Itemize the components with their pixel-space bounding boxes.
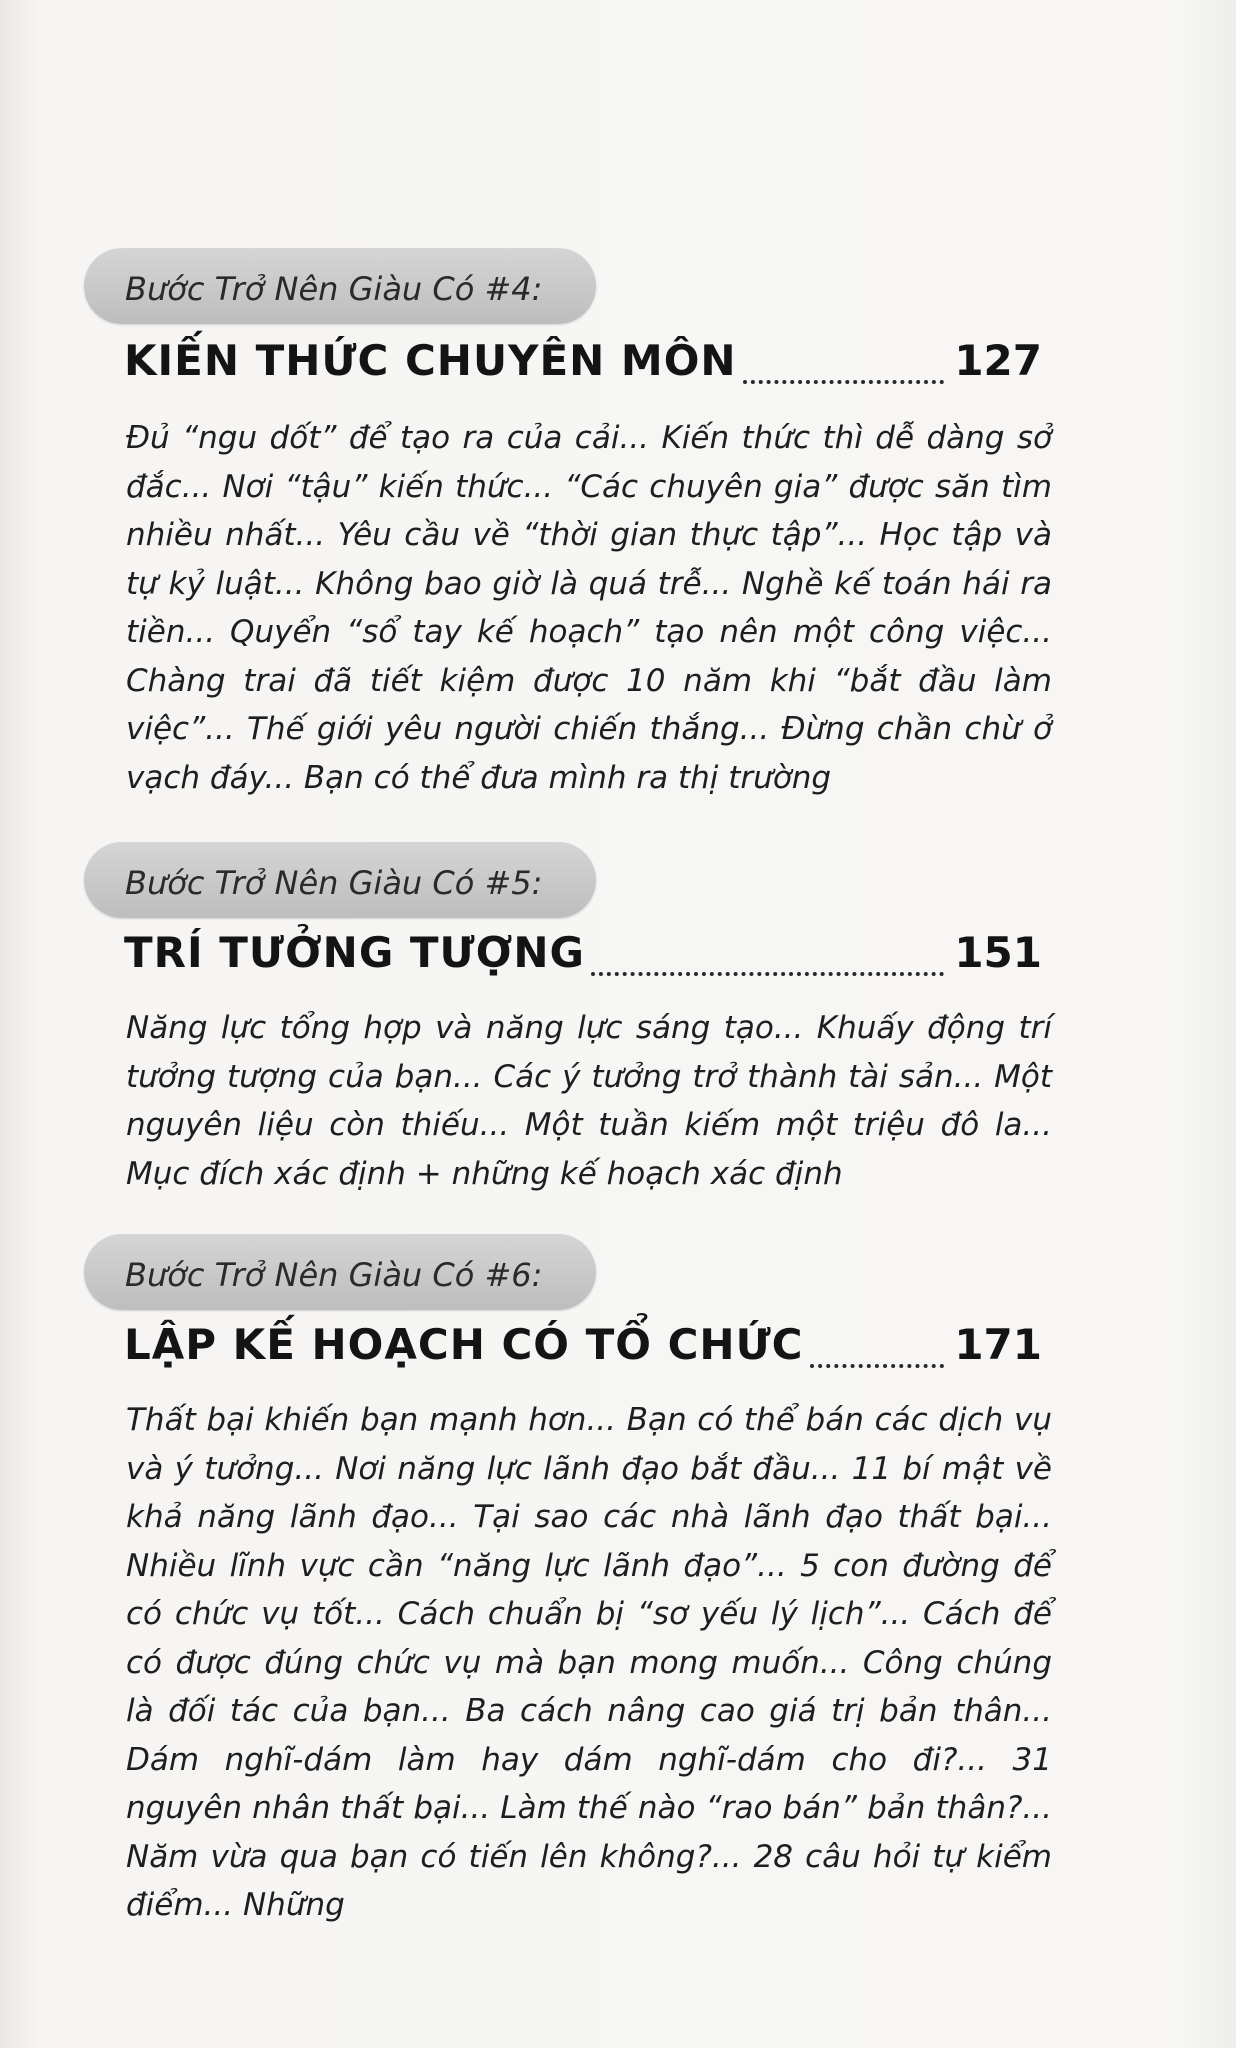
chapter-heading-line[interactable] <box>124 1320 1042 1380</box>
chapter-heading-line[interactable] <box>124 928 1042 988</box>
chapter-summary: Năng lực tổng hợp và năng lực sáng tạo... Khuấy động trí tưởng tượng của bạn... Các ý tưởng trở thành tài sản... Một nguyên liệu còn thiếu... Một tuần kiếm một triệu đô la... Mục đích xác định + những kế hoạch xác định <box>126 1010 1052 1192</box>
step-label: Bước Trở Nên Giàu Có #4: <box>125 270 543 308</box>
step-label: Bước Trở Nên Giàu Có #6: <box>125 1256 543 1294</box>
chapter-summary: Thất bại khiến bạn mạnh hơn... Bạn có thể bán các dịch vụ và ý tưởng... Nơi năng lực lãnh đạo bắt đầu... 11 bí mật về khả năng lãnh đạo... Tại sao các nhà lãnh đạo thất bại... Nhiều lĩnh vực cần “năng lực lãnh đạo”... 5 con đường để có chức vụ tốt... Cách chuẩn bị “sơ yếu lý lịch”... Cách để có được đúng chức vụ mà bạn mong muốn... Công chúng là đối tác của bạn... Ba cách nâng cao giá trị bản thân... Dám nghĩ-dám làm hay dám nghĩ-dám cho đi?... 31 nguyên nhân thất bại... Làm thế nào “rao bán” bản thân?... Năm vừa qua bạn có tiến lên không?... 28 câu hỏi tự kiểm điểm... Những <box>126 1402 1052 1923</box>
page-number: 127 <box>954 336 1042 385</box>
step-label: Bước Trở Nên Giàu Có #5: <box>125 864 543 902</box>
page-number: 151 <box>954 928 1042 977</box>
chapter-title: TRÍ TƯỞNG TƯỢNG <box>124 928 585 977</box>
chapter-heading-line[interactable] <box>124 336 1042 396</box>
dot-leader <box>591 971 944 976</box>
chapter-title: LẬP KẾ HOẠCH CÓ TỔ CHỨC <box>124 1320 804 1369</box>
page-number: 171 <box>954 1320 1042 1369</box>
chapter-title: KIẾN THỨC CHUYÊN MÔN <box>124 336 737 385</box>
chapter-summary: Đủ “ngu dốt” để tạo ra của cải... Kiến thức thì dễ dàng sở đắc... Nơi “tậu” kiến thức... “Các chuyên gia” được săn tìm nhiều nhất... Yêu cầu về “thời gian thực tập”... Học tập và tự kỷ luật... Không bao giờ là quá trễ... Nghề kế toán hái ra tiền... Quyển “sổ tay kế hoạch” tạo nên một công việc... Chàng trai đã tiết kiệm được 10 năm khi “bắt đầu làm việc”... Thế giới yêu người chiến thắng... Đừng chần chừ ở vạch đáy... Bạn có thể đưa mình ra thị trường <box>126 420 1052 796</box>
dot-leader <box>743 379 945 384</box>
dot-leader <box>810 1363 945 1368</box>
